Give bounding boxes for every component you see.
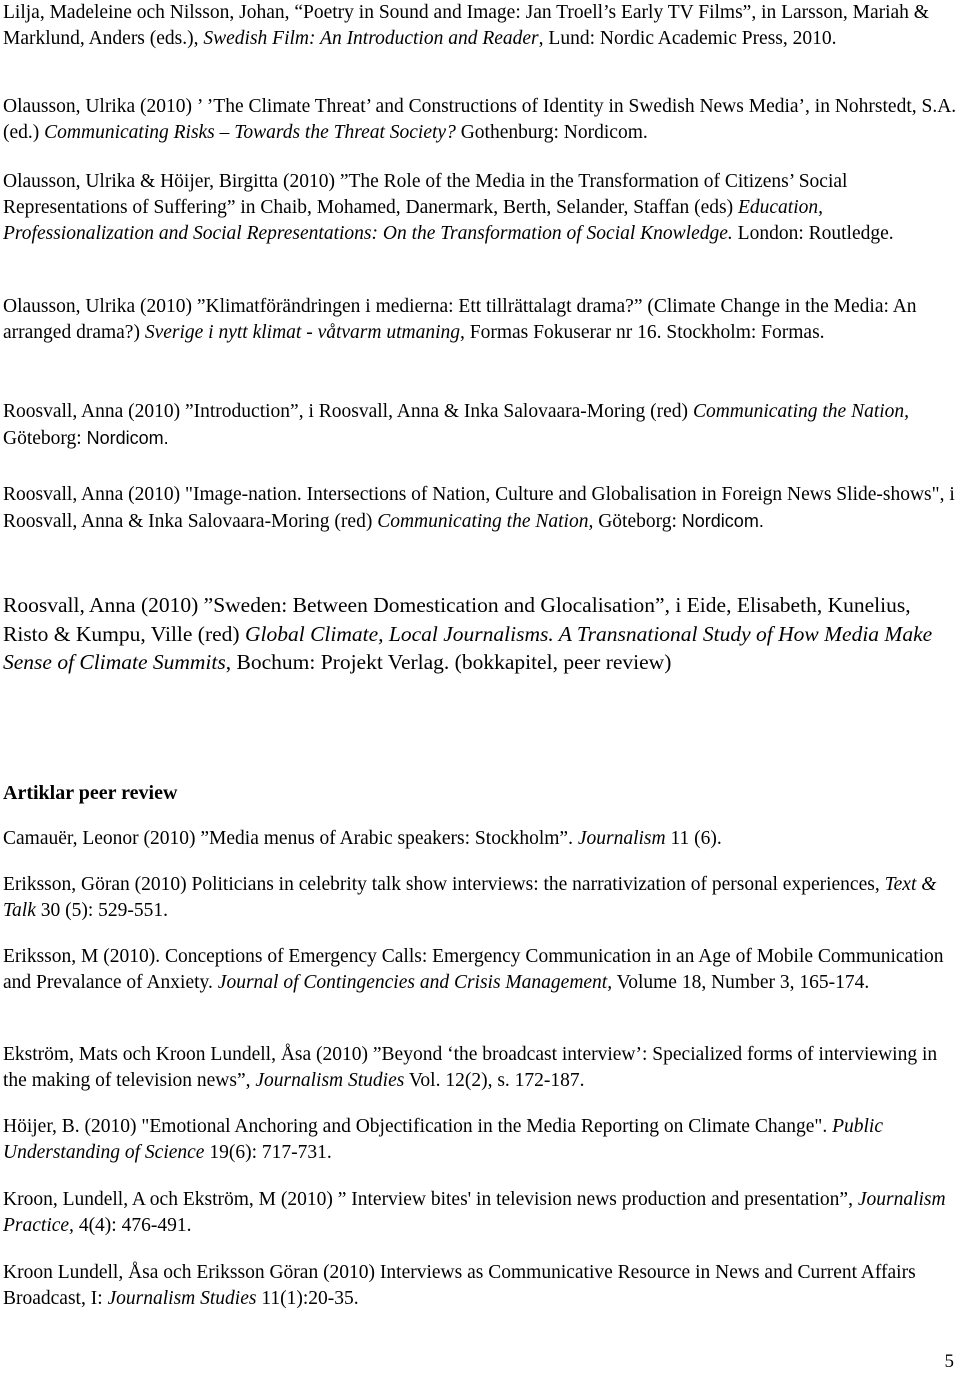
publisher-name: Nordicom. (86, 428, 169, 448)
reference-text: Volume 18, Number 3, 165-174. (612, 972, 870, 993)
section-heading: Artiklar peer review (3, 782, 178, 804)
reference-roosvall-sweden (3, 591, 958, 677)
reference-text: Olausson, Ulrika (2010) ”Klimatförändringen i medierna: Ett tillrättalagt drama?” (Climate Change in the Media: An arranged drama?) (3, 296, 917, 343)
publisher-name: Nordicom. (681, 511, 764, 531)
reference-text: 19(6): 717-731. (204, 1142, 332, 1163)
reference-roosvall-image-nation (3, 482, 958, 535)
reference-text: Gothenburg: Nordicom. (455, 122, 648, 143)
reference-text: 11 (6). (665, 828, 722, 849)
article-ekstrom (3, 1042, 958, 1094)
reference-text: , Lund: Nordic Academic Press, 2010. (538, 28, 837, 49)
article-eriksson-m (3, 944, 958, 996)
article-kroon-eriksson (3, 1260, 958, 1312)
reference-text: Eriksson, M (2010). Conceptions of Emergency Calls: Emergency Communication in an Age of Mobile Communication and Prevalance of Anxiety. (3, 946, 944, 993)
reference-title: Education, Professionalization and Social Representations: On the Transformation of Social Knowledge. (3, 197, 823, 244)
reference-title: Sverige i nytt klimat - våtvarm utmaning (144, 322, 461, 343)
reference-text: Camauër, Leonor (2010) ”Media menus of Arabic speakers: Stockholm”. (3, 828, 578, 849)
reference-text: 11(1):20-35. (256, 1288, 359, 1309)
reference-text: , Formas Fokuserar nr 16. Stockholm: Formas. (460, 322, 825, 343)
reference-text: Höijer, B. (2010) "Emotional Anchoring and Objectification in the Media Reporting on Climate Change". (3, 1116, 833, 1137)
page-number: 5 (944, 1351, 954, 1372)
article-camauer (3, 826, 958, 852)
reference-title: Communicating the Nation, (692, 401, 910, 422)
reference-title: Public Understanding of Science (3, 1116, 883, 1163)
article-kroon-ekstrom (3, 1187, 958, 1239)
reference-text: 4(4): 476-491. (73, 1215, 192, 1236)
reference-text: Olausson, Ulrika & Höijer, Birgitta (2010) ”The Role of the Media in the Transformation of Citizens’ Social Representations of Suffering” in Chaib, Mohamed, Danermark, Berth, Selander, Staffan (eds) (3, 171, 848, 218)
reference-title: Journal of Contingencies and Crisis Management, (217, 972, 613, 993)
reference-text: Göteborg: (593, 511, 682, 532)
reference-text: 30 (5): 529-551. (35, 900, 169, 921)
reference-title: Journalism Studies (255, 1070, 405, 1091)
reference-title: Text & Talk (3, 874, 937, 921)
reference-text: Olausson, Ulrika (2010) ’ ’The Climate Threat’ and Constructions of Identity in Swedish News Media’, in Nohrstedt, S.A. (ed.) (3, 96, 957, 143)
reference-text: , Bochum: Projekt Verlag. (bokkapitel, peer review) (225, 650, 672, 674)
reference-text: Lilja, Madeleine och Nilsson, Johan, “Poetry in Sound and Image: Jan Troell’s Early TV Films”, in Larsson, Mariah & Marklund, Anders (eds.), (3, 2, 929, 49)
article-hoijer (3, 1114, 958, 1166)
reference-text: Roosvall, Anna (2010) "Image-nation. Intersections of Nation, Culture and Globalisation in Foreign News Slide-shows", i Roosvall, Anna & Inka Salovaara-Moring (red) (3, 484, 955, 532)
reference-title: Communicating the Nation, (377, 511, 594, 532)
reference-olausson-klimat (3, 294, 958, 346)
reference-title: Journalism Practice, (3, 1189, 946, 1236)
reference-title: Journalism (577, 828, 666, 849)
reference-title: Global Climate, Local Journalisms. A Transnational Study of How Media Make Sense of Climate Summits (3, 621, 933, 674)
reference-title: Swedish Film: An Introduction and Reader (203, 28, 539, 49)
reference-title: Communicating Risks – Towards the Threat Society? (44, 122, 456, 143)
reference-text: Kroon, Lundell, A och Ekström, M (2010) ” Interview bites' in television news production and presentation”, (3, 1189, 858, 1210)
reference-text: Kroon Lundell, Åsa och Eriksson Göran (2010) Interviews as Communicative Resource in News and Current Affairs Broadcast, I: (3, 1262, 916, 1309)
reference-olausson-climate-threat (3, 94, 958, 146)
reference-text: Roosvall, Anna (2010) ”Introduction”, i Roosvall, Anna & Inka Salovaara-Moring (red) (3, 401, 693, 422)
reference-text: Roosvall, Anna (2010) ”Sweden: Between Domestication and Glocalisation”, i Eide, Elisabeth, Kunelius, Risto & Kumpu, Ville (red) (3, 593, 911, 646)
reference-title: Journalism Studies (107, 1288, 257, 1309)
reference-text: Eriksson, Göran (2010) Politicians in celebrity talk show interviews: the narrativization of personal experiences, (3, 874, 885, 895)
reference-roosvall-introduction (3, 399, 958, 452)
reference-lilja (3, 0, 958, 52)
reference-text: Ekström, Mats och Kroon Lundell, Åsa (2010) ”Beyond ‘the broadcast interview’: Specialized forms of interviewing in the making of television news”, (3, 1044, 938, 1091)
reference-olausson-hoijer (3, 169, 958, 247)
reference-text: Göteborg: (3, 428, 87, 449)
reference-text: Vol. 12(2), s. 172-187. (404, 1070, 585, 1091)
reference-text: London: Routledge. (732, 223, 894, 244)
article-eriksson-goran (3, 872, 958, 924)
